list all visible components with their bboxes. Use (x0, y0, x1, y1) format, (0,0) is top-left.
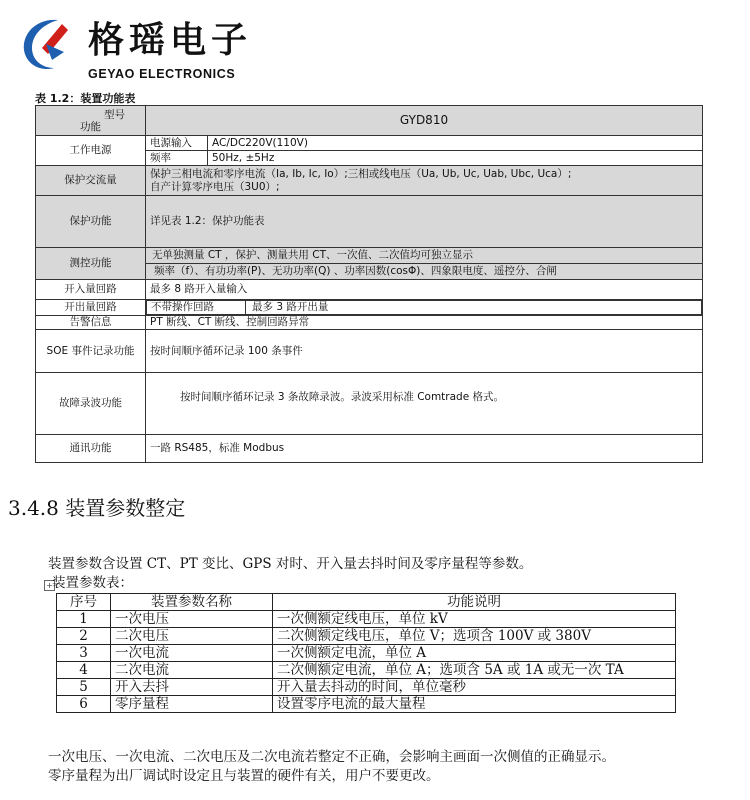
table-row (57, 679, 676, 696)
table-row (36, 136, 703, 151)
table-row (36, 316, 703, 330)
row-label-di: 开入量回路 (36, 280, 146, 300)
param-table-header (57, 594, 676, 611)
do-value1: 不带操作回路 (147, 301, 246, 315)
row-description: 二次侧额定电流，单位 A；选项含 5A 或 1A 或无一次 TA (273, 662, 676, 679)
row-description: 一次侧额定线电压，单位 kV (273, 611, 676, 628)
header-description: 功能说明 (273, 594, 676, 611)
row-index: 4 (57, 662, 111, 679)
section-intro: 装置参数含设置 CT、PT 变比、GPS 对时、开入量去抖时间及零序量程等参数。 (48, 556, 533, 572)
table-row (57, 696, 676, 713)
fault-value: 按时间顺序循环记录 3 条故障录波。录波采用标准 Comtrade 格式。 (146, 373, 703, 435)
row-label-soe: SOE 事件记录功能 (36, 330, 146, 373)
do-value (146, 300, 703, 316)
header-model-label: 型号 (104, 108, 125, 121)
di-value: 最多 8 路开入量输入 (146, 280, 703, 300)
table-row (36, 330, 703, 373)
row-label-ac: 保护交流量 (36, 166, 146, 196)
row-param-name: 一次电流 (111, 645, 273, 662)
row-description: 二次侧额定线电压，单位 V；选项含 100V 或 380V (273, 628, 676, 645)
company-logo (18, 10, 258, 80)
row-index: 5 (57, 679, 111, 696)
table-row (57, 662, 676, 679)
header-param-name: 装置参数名称 (111, 594, 273, 611)
table-move-handle-icon[interactable]: + (44, 580, 55, 591)
logo-mark-icon (18, 14, 80, 76)
row-label-protection: 保护功能 (36, 196, 146, 248)
table-row (36, 196, 703, 248)
section-heading: 3.4.8 装置参数整定 (8, 496, 186, 520)
function-table (35, 105, 703, 463)
alarm-value: PT 断线、CT 断线、控制回路异常 (146, 316, 703, 330)
measure-value (146, 248, 703, 280)
comm-value: 一路 RS485，标准 Modbus (146, 435, 703, 463)
row-description: 开入量去抖动的时间，单位毫秒 (273, 679, 676, 696)
freq-value: 50Hz, ±5Hz (208, 151, 703, 166)
row-label-comm: 通讯功能 (36, 435, 146, 463)
row-param-name: 二次电流 (111, 662, 273, 679)
row-label-do: 开出量回路 (36, 300, 146, 316)
row-description: 设置零序电流的最大量程 (273, 696, 676, 713)
table-row (36, 373, 703, 435)
table1-caption: 表 1.2：装置功能表 (35, 92, 136, 105)
footer-note-2: 零序量程为出厂调试时设定且与装置的硬件有关，用户不要更改。 (48, 768, 440, 784)
model-name: GYD810 (146, 106, 703, 136)
header-index: 序号 (57, 594, 111, 611)
ac-line2: 自产计算零序电压（3U0）; (150, 180, 280, 193)
table-row (57, 645, 676, 662)
row-label-fault: 故障录波功能 (36, 373, 146, 435)
row-index: 3 (57, 645, 111, 662)
footer-note-1: 一次电压、一次电流、二次电压及二次电流若整定不正确，会影响主画面一次侧值的正确显示。 (48, 749, 615, 765)
freq-label: 频率 (146, 151, 208, 166)
power-input-value: AC/DC220V(110V) (208, 136, 703, 151)
row-label-alarm: 告警信息 (36, 316, 146, 330)
table-row (36, 280, 703, 300)
header-function-label: 功能 (80, 120, 101, 133)
row-index: 1 (57, 611, 111, 628)
row-index: 2 (57, 628, 111, 645)
table-row (57, 611, 676, 628)
row-index: 6 (57, 696, 111, 713)
row-description: 一次侧额定电流，单位 A (273, 645, 676, 662)
measure-line2: 频率（f）、有功功率(P)、无功功率(Q) 、功率因数(cosΦ)、四象限电度、遥控分、合闸 (154, 265, 557, 277)
do-value2: 最多 3 路开出量 (246, 301, 702, 315)
table-row (36, 435, 703, 463)
row-param-name: 一次电压 (111, 611, 273, 628)
soe-value: 按时间顺序循环记录 100 条事件 (146, 330, 703, 373)
table-row (57, 628, 676, 645)
table-header-row (36, 106, 703, 136)
row-label-measure: 测控功能 (36, 248, 146, 280)
table-row (36, 166, 703, 196)
param-table-title: 装置参数表： (52, 575, 133, 591)
table-row (36, 248, 703, 280)
row-param-name: 二次电压 (111, 628, 273, 645)
row-param-name: 开入去抖 (111, 679, 273, 696)
power-input-label: 电源输入 (146, 136, 208, 151)
logo-chinese-text: 格瑶电子 (88, 20, 253, 61)
protection-value: 详见表 1.2：保护功能表 (146, 196, 703, 248)
measure-line1: 无单独测量 CT ，保护、测量共用 CT、一次值、二次值均可独立显示 (146, 248, 702, 264)
ac-value (146, 166, 703, 196)
param-table (56, 593, 676, 713)
ac-line1: 保护三相电流和零序电流（Ia, Ib, Ic, Io）;三相或线电压（Ua, Ub, Uc, Uab, Ubc, Uca）; (150, 167, 572, 180)
row-param-name: 零序量程 (111, 696, 273, 713)
table-row (36, 300, 703, 316)
row-label-power: 工作电源 (36, 136, 146, 166)
logo-english-text: GEYAO ELECTRONICS (88, 67, 236, 81)
